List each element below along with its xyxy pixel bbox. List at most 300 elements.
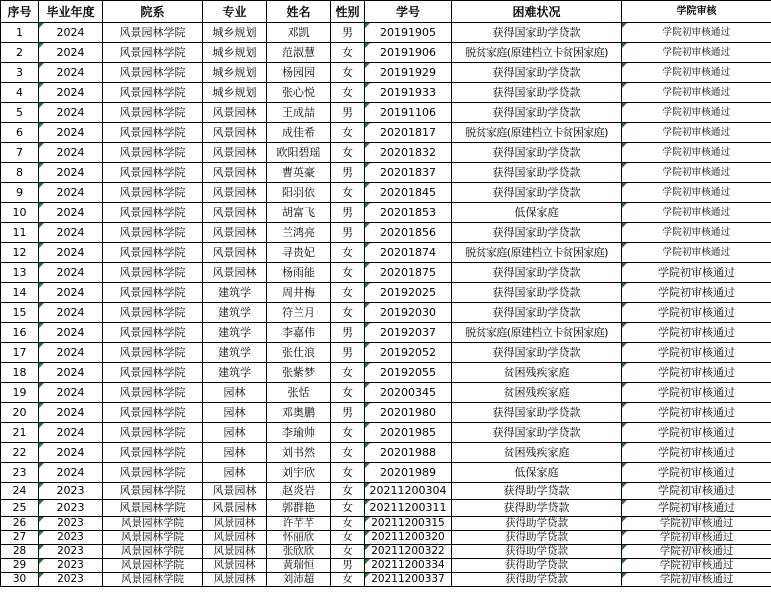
cell-hardship: 获得助学贷款 xyxy=(452,559,622,573)
cell-major: 风景园林 xyxy=(203,573,267,587)
cell-gender: 男 xyxy=(331,559,365,573)
cell-review: 学院初审核通过 xyxy=(622,23,771,43)
header-gender: 性别 xyxy=(331,1,365,23)
cell-gender: 男 xyxy=(331,203,365,223)
cell-name: 郭群艳 xyxy=(267,500,331,517)
table-row xyxy=(1,363,771,383)
cell-index: 29 xyxy=(1,559,39,573)
cell-student-id: 20211200322 xyxy=(365,545,452,559)
cell-student-id: 20192025 xyxy=(365,283,452,303)
table-row xyxy=(1,83,771,103)
cell-gender: 女 xyxy=(331,500,365,517)
cell-major: 风景园林 xyxy=(203,143,267,163)
cell-index: 5 xyxy=(1,103,39,123)
table-row xyxy=(1,531,771,545)
cell-gender: 女 xyxy=(331,573,365,587)
cell-college: 风景园林学院 xyxy=(103,403,203,423)
cell-name: 兰鸿亮 xyxy=(267,223,331,243)
cell-review: 学院初审核通过 xyxy=(622,223,771,243)
cell-name: 符兰月 xyxy=(267,303,331,323)
cell-gender: 女 xyxy=(331,283,365,303)
cell-year: 2023 xyxy=(39,500,103,517)
cell-hardship: 贫困残疾家庭 xyxy=(452,383,622,403)
cell-index: 13 xyxy=(1,263,39,283)
cell-name: 刘书然 xyxy=(267,443,331,463)
cell-name: 王成喆 xyxy=(267,103,331,123)
cell-name: 周井梅 xyxy=(267,283,331,303)
cell-year: 2023 xyxy=(39,545,103,559)
cell-student-id: 20201989 xyxy=(365,463,452,483)
cell-name: 赵炎岩 xyxy=(267,483,331,500)
cell-review: 学院初审核通过 xyxy=(622,573,771,587)
cell-hardship: 获得国家助学贷款 xyxy=(452,223,622,243)
cell-student-id: 20211200337 xyxy=(365,573,452,587)
cell-student-id: 20201875 xyxy=(365,263,452,283)
cell-student-id: 20201988 xyxy=(365,443,452,463)
cell-college: 风景园林学院 xyxy=(103,163,203,183)
cell-college: 风景园林学院 xyxy=(103,500,203,517)
cell-review: 学院初审核通过 xyxy=(622,243,771,263)
cell-major: 建筑学 xyxy=(203,303,267,323)
cell-year: 2024 xyxy=(39,123,103,143)
cell-student-id: 20211200315 xyxy=(365,517,452,531)
cell-name: 张心悦 xyxy=(267,83,331,103)
cell-review: 学院初审核通过 xyxy=(622,123,771,143)
cell-student-id: 20201980 xyxy=(365,403,452,423)
cell-review: 学院初审核通过 xyxy=(622,283,771,303)
cell-year: 2024 xyxy=(39,383,103,403)
cell-name: 寻贵妃 xyxy=(267,243,331,263)
cell-gender: 女 xyxy=(331,423,365,443)
cell-college: 风景园林学院 xyxy=(103,83,203,103)
cell-review: 学院初审核通过 xyxy=(622,83,771,103)
table-row xyxy=(1,283,771,303)
cell-hardship: 获得助学贷款 xyxy=(452,500,622,517)
cell-college: 风景园林学院 xyxy=(103,203,203,223)
table-row xyxy=(1,263,771,283)
cell-year: 2024 xyxy=(39,23,103,43)
cell-major: 风景园林 xyxy=(203,517,267,531)
cell-college: 风景园林学院 xyxy=(103,303,203,323)
cell-college: 风景园林学院 xyxy=(103,531,203,545)
cell-hardship: 获得国家助学贷款 xyxy=(452,263,622,283)
cell-college: 风景园林学院 xyxy=(103,559,203,573)
cell-index: 19 xyxy=(1,383,39,403)
table-row xyxy=(1,545,771,559)
cell-year: 2024 xyxy=(39,243,103,263)
cell-year: 2024 xyxy=(39,303,103,323)
cell-major: 风景园林 xyxy=(203,500,267,517)
cell-college: 风景园林学院 xyxy=(103,23,203,43)
cell-hardship: 获得国家助学贷款 xyxy=(452,23,622,43)
cell-review: 学院初审核通过 xyxy=(622,403,771,423)
cell-hardship: 脱贫家庭(原建档立卡贫困家庭) xyxy=(452,323,622,343)
cell-index: 24 xyxy=(1,483,39,500)
cell-gender: 女 xyxy=(331,83,365,103)
cell-year: 2023 xyxy=(39,559,103,573)
cell-student-id: 20191106 xyxy=(365,103,452,123)
cell-college: 风景园林学院 xyxy=(103,443,203,463)
cell-year: 2023 xyxy=(39,531,103,545)
cell-name: 张紫梦 xyxy=(267,363,331,383)
table-row xyxy=(1,243,771,263)
cell-gender: 男 xyxy=(331,343,365,363)
cell-review: 学院初审核通过 xyxy=(622,363,771,383)
table-row xyxy=(1,223,771,243)
cell-major: 风景园林 xyxy=(203,123,267,143)
cell-major: 园林 xyxy=(203,463,267,483)
cell-name: 李嘉伟 xyxy=(267,323,331,343)
header-year: 毕业年度 xyxy=(39,1,103,23)
cell-index: 25 xyxy=(1,500,39,517)
cell-student-id: 20201853 xyxy=(365,203,452,223)
cell-major: 城乡规划 xyxy=(203,43,267,63)
cell-name: 阳羽依 xyxy=(267,183,331,203)
cell-major: 城乡规划 xyxy=(203,63,267,83)
cell-college: 风景园林学院 xyxy=(103,323,203,343)
cell-college: 风景园林学院 xyxy=(103,63,203,83)
cell-name: 张欣欣 xyxy=(267,545,331,559)
cell-major: 园林 xyxy=(203,443,267,463)
cell-year: 2024 xyxy=(39,223,103,243)
cell-gender: 男 xyxy=(331,163,365,183)
cell-gender: 女 xyxy=(331,483,365,500)
cell-major: 建筑学 xyxy=(203,323,267,343)
cell-major: 建筑学 xyxy=(203,283,267,303)
table-row xyxy=(1,443,771,463)
cell-index: 4 xyxy=(1,83,39,103)
cell-index: 27 xyxy=(1,531,39,545)
cell-review: 学院初审核通过 xyxy=(622,517,771,531)
cell-year: 2024 xyxy=(39,143,103,163)
cell-review: 学院初审核通过 xyxy=(622,500,771,517)
cell-student-id: 20192037 xyxy=(365,323,452,343)
cell-index: 15 xyxy=(1,303,39,323)
cell-name: 黄瑞恒 xyxy=(267,559,331,573)
cell-major: 风景园林 xyxy=(203,183,267,203)
cell-review: 学院初审核通过 xyxy=(622,483,771,500)
cell-college: 风景园林学院 xyxy=(103,363,203,383)
table-row xyxy=(1,143,771,163)
cell-index: 8 xyxy=(1,163,39,183)
cell-student-id: 20201856 xyxy=(365,223,452,243)
cell-year: 2024 xyxy=(39,443,103,463)
cell-review: 学院初审核通过 xyxy=(622,323,771,343)
cell-review: 学院初审核通过 xyxy=(622,443,771,463)
cell-major: 风景园林 xyxy=(203,559,267,573)
cell-name: 范淑慧 xyxy=(267,43,331,63)
cell-name: 曹英豪 xyxy=(267,163,331,183)
table-row xyxy=(1,123,771,143)
cell-review: 学院初审核通过 xyxy=(622,383,771,403)
cell-name: 杨雨能 xyxy=(267,263,331,283)
cell-gender: 女 xyxy=(331,263,365,283)
cell-major: 风景园林 xyxy=(203,103,267,123)
cell-college: 风景园林学院 xyxy=(103,517,203,531)
cell-college: 风景园林学院 xyxy=(103,283,203,303)
cell-student-id: 20191906 xyxy=(365,43,452,63)
cell-hardship: 低保家庭 xyxy=(452,463,622,483)
cell-hardship: 获得国家助学贷款 xyxy=(452,403,622,423)
cell-college: 风景园林学院 xyxy=(103,423,203,443)
cell-major: 风景园林 xyxy=(203,545,267,559)
cell-review: 学院初审核通过 xyxy=(622,183,771,203)
cell-student-id: 20201832 xyxy=(365,143,452,163)
cell-college: 风景园林学院 xyxy=(103,143,203,163)
cell-year: 2024 xyxy=(39,103,103,123)
cell-year: 2024 xyxy=(39,343,103,363)
cell-college: 风景园林学院 xyxy=(103,123,203,143)
cell-gender: 女 xyxy=(331,517,365,531)
cell-college: 风景园林学院 xyxy=(103,463,203,483)
cell-gender: 女 xyxy=(331,183,365,203)
cell-year: 2024 xyxy=(39,283,103,303)
cell-college: 风景园林学院 xyxy=(103,263,203,283)
cell-student-id: 20211200320 xyxy=(365,531,452,545)
cell-year: 2024 xyxy=(39,163,103,183)
cell-index: 1 xyxy=(1,23,39,43)
header-index: 序号 xyxy=(1,1,39,23)
cell-index: 20 xyxy=(1,403,39,423)
cell-review: 学院初审核通过 xyxy=(622,203,771,223)
cell-student-id: 20201985 xyxy=(365,423,452,443)
cell-hardship: 获得国家助学贷款 xyxy=(452,63,622,83)
table-row xyxy=(1,43,771,63)
table-row xyxy=(1,343,771,363)
cell-hardship: 获得国家助学贷款 xyxy=(452,303,622,323)
cell-major: 园林 xyxy=(203,423,267,443)
cell-student-id: 20201874 xyxy=(365,243,452,263)
cell-index: 9 xyxy=(1,183,39,203)
cell-review: 学院初审核通过 xyxy=(622,545,771,559)
header-college: 院系 xyxy=(103,1,203,23)
cell-college: 风景园林学院 xyxy=(103,183,203,203)
cell-review: 学院初审核通过 xyxy=(622,163,771,183)
cell-college: 风景园林学院 xyxy=(103,383,203,403)
cell-major: 风景园林 xyxy=(203,203,267,223)
cell-student-id: 20201817 xyxy=(365,123,452,143)
cell-index: 16 xyxy=(1,323,39,343)
cell-year: 2024 xyxy=(39,43,103,63)
table-row xyxy=(1,303,771,323)
cell-gender: 女 xyxy=(331,463,365,483)
table-row xyxy=(1,183,771,203)
cell-index: 30 xyxy=(1,573,39,587)
cell-index: 12 xyxy=(1,243,39,263)
cell-gender: 女 xyxy=(331,123,365,143)
table-row xyxy=(1,23,771,43)
cell-student-id: 20192052 xyxy=(365,343,452,363)
cell-hardship: 获得助学贷款 xyxy=(452,573,622,587)
cell-review: 学院初审核通过 xyxy=(622,103,771,123)
cell-year: 2023 xyxy=(39,483,103,500)
cell-student-id: 20200345 xyxy=(365,383,452,403)
cell-review: 学院初审核通过 xyxy=(622,463,771,483)
cell-index: 2 xyxy=(1,43,39,63)
cell-name: 怀丽欣 xyxy=(267,531,331,545)
cell-gender: 男 xyxy=(331,223,365,243)
cell-hardship: 低保家庭 xyxy=(452,203,622,223)
cell-index: 17 xyxy=(1,343,39,363)
cell-student-id: 20211200311 xyxy=(365,500,452,517)
cell-year: 2024 xyxy=(39,323,103,343)
cell-review: 学院初审核通过 xyxy=(622,63,771,83)
cell-name: 张恬 xyxy=(267,383,331,403)
cell-review: 学院初审核通过 xyxy=(622,263,771,283)
cell-review: 学院初审核通过 xyxy=(622,423,771,443)
table-row xyxy=(1,500,771,517)
cell-index: 10 xyxy=(1,203,39,223)
cell-gender: 女 xyxy=(331,545,365,559)
cell-hardship: 脱贫家庭(原建档立卡贫困家庭) xyxy=(452,123,622,143)
cell-year: 2024 xyxy=(39,83,103,103)
cell-gender: 女 xyxy=(331,363,365,383)
cell-index: 23 xyxy=(1,463,39,483)
cell-student-id: 20201837 xyxy=(365,163,452,183)
cell-gender: 女 xyxy=(331,143,365,163)
cell-review: 学院初审核通过 xyxy=(622,531,771,545)
cell-major: 园林 xyxy=(203,383,267,403)
cell-gender: 女 xyxy=(331,63,365,83)
cell-year: 2023 xyxy=(39,517,103,531)
cell-college: 风景园林学院 xyxy=(103,343,203,363)
cell-major: 风景园林 xyxy=(203,243,267,263)
cell-name: 胡富飞 xyxy=(267,203,331,223)
cell-index: 26 xyxy=(1,517,39,531)
cell-name: 刘沛超 xyxy=(267,573,331,587)
cell-major: 风景园林 xyxy=(203,531,267,545)
cell-student-id: 20211200334 xyxy=(365,559,452,573)
cell-year: 2023 xyxy=(39,573,103,587)
cell-index: 21 xyxy=(1,423,39,443)
header-row xyxy=(1,1,771,23)
cell-name: 杨园园 xyxy=(267,63,331,83)
cell-college: 风景园林学院 xyxy=(103,43,203,63)
cell-gender: 女 xyxy=(331,383,365,403)
cell-major: 风景园林 xyxy=(203,223,267,243)
cell-name: 许芊芊 xyxy=(267,517,331,531)
cell-index: 11 xyxy=(1,223,39,243)
table-row xyxy=(1,163,771,183)
cell-year: 2024 xyxy=(39,403,103,423)
table-body xyxy=(1,23,771,587)
table-row xyxy=(1,517,771,531)
cell-name: 张仕浪 xyxy=(267,343,331,363)
cell-review: 学院初审核通过 xyxy=(622,43,771,63)
cell-review: 学院初审核通过 xyxy=(622,143,771,163)
cell-gender: 女 xyxy=(331,531,365,545)
cell-gender: 男 xyxy=(331,103,365,123)
cell-student-id: 20191929 xyxy=(365,63,452,83)
cell-major: 风景园林 xyxy=(203,163,267,183)
cell-index: 22 xyxy=(1,443,39,463)
cell-hardship: 获得国家助学贷款 xyxy=(452,343,622,363)
header-hardship: 困难状况 xyxy=(452,1,622,23)
cell-gender: 男 xyxy=(331,403,365,423)
cell-hardship: 贫困残疾家庭 xyxy=(452,443,622,463)
table-row xyxy=(1,463,771,483)
table-row xyxy=(1,103,771,123)
cell-college: 风景园林学院 xyxy=(103,223,203,243)
cell-year: 2024 xyxy=(39,463,103,483)
cell-gender: 女 xyxy=(331,443,365,463)
table-row xyxy=(1,559,771,573)
cell-gender: 女 xyxy=(331,243,365,263)
cell-gender: 女 xyxy=(331,43,365,63)
header-student-id: 学号 xyxy=(365,1,452,23)
cell-year: 2024 xyxy=(39,183,103,203)
cell-hardship: 获得国家助学贷款 xyxy=(452,143,622,163)
cell-hardship: 获得国家助学贷款 xyxy=(452,103,622,123)
cell-review: 学院初审核通过 xyxy=(622,303,771,323)
cell-index: 6 xyxy=(1,123,39,143)
cell-student-id: 20211200304 xyxy=(365,483,452,500)
cell-index: 28 xyxy=(1,545,39,559)
cell-hardship: 脱贫家庭(原建档立卡贫困家庭) xyxy=(452,43,622,63)
table-row xyxy=(1,403,771,423)
cell-index: 7 xyxy=(1,143,39,163)
table-row xyxy=(1,383,771,403)
header-review: 学院审核 xyxy=(622,1,771,23)
header-name: 姓名 xyxy=(267,1,331,23)
cell-major: 风景园林 xyxy=(203,483,267,500)
cell-hardship: 获得国家助学贷款 xyxy=(452,83,622,103)
cell-student-id: 20192030 xyxy=(365,303,452,323)
table-row xyxy=(1,203,771,223)
cell-year: 2024 xyxy=(39,363,103,383)
cell-year: 2024 xyxy=(39,263,103,283)
cell-review: 学院初审核通过 xyxy=(622,559,771,573)
cell-student-id: 20192055 xyxy=(365,363,452,383)
cell-college: 风景园林学院 xyxy=(103,545,203,559)
cell-hardship: 脱贫家庭(原建档立卡贫困家庭) xyxy=(452,243,622,263)
cell-name: 李瑜帅 xyxy=(267,423,331,443)
cell-college: 风景园林学院 xyxy=(103,243,203,263)
cell-major: 城乡规划 xyxy=(203,23,267,43)
table-row xyxy=(1,423,771,443)
cell-year: 2024 xyxy=(39,203,103,223)
cell-hardship: 获得助学贷款 xyxy=(452,531,622,545)
cell-hardship: 贫困残疾家庭 xyxy=(452,363,622,383)
cell-name: 邓凯 xyxy=(267,23,331,43)
cell-major: 建筑学 xyxy=(203,343,267,363)
cell-gender: 女 xyxy=(331,303,365,323)
cell-index: 3 xyxy=(1,63,39,83)
cell-name: 欧阳碧瑶 xyxy=(267,143,331,163)
cell-student-id: 20201845 xyxy=(365,183,452,203)
cell-hardship: 获得助学贷款 xyxy=(452,545,622,559)
cell-hardship: 获得国家助学贷款 xyxy=(452,163,622,183)
cell-review: 学院初审核通过 xyxy=(622,343,771,363)
cell-college: 风景园林学院 xyxy=(103,483,203,500)
cell-college: 风景园林学院 xyxy=(103,573,203,587)
cell-year: 2024 xyxy=(39,63,103,83)
cell-hardship: 获得助学贷款 xyxy=(452,483,622,500)
cell-name: 邓奥鹏 xyxy=(267,403,331,423)
table-row xyxy=(1,323,771,343)
cell-index: 18 xyxy=(1,363,39,383)
cell-index: 14 xyxy=(1,283,39,303)
table-row xyxy=(1,483,771,500)
table-row xyxy=(1,573,771,587)
cell-college: 风景园林学院 xyxy=(103,103,203,123)
cell-gender: 男 xyxy=(331,23,365,43)
cell-major: 风景园林 xyxy=(203,263,267,283)
cell-hardship: 获得国家助学贷款 xyxy=(452,283,622,303)
cell-student-id: 20191933 xyxy=(365,83,452,103)
cell-student-id: 20191905 xyxy=(365,23,452,43)
cell-gender: 男 xyxy=(331,323,365,343)
